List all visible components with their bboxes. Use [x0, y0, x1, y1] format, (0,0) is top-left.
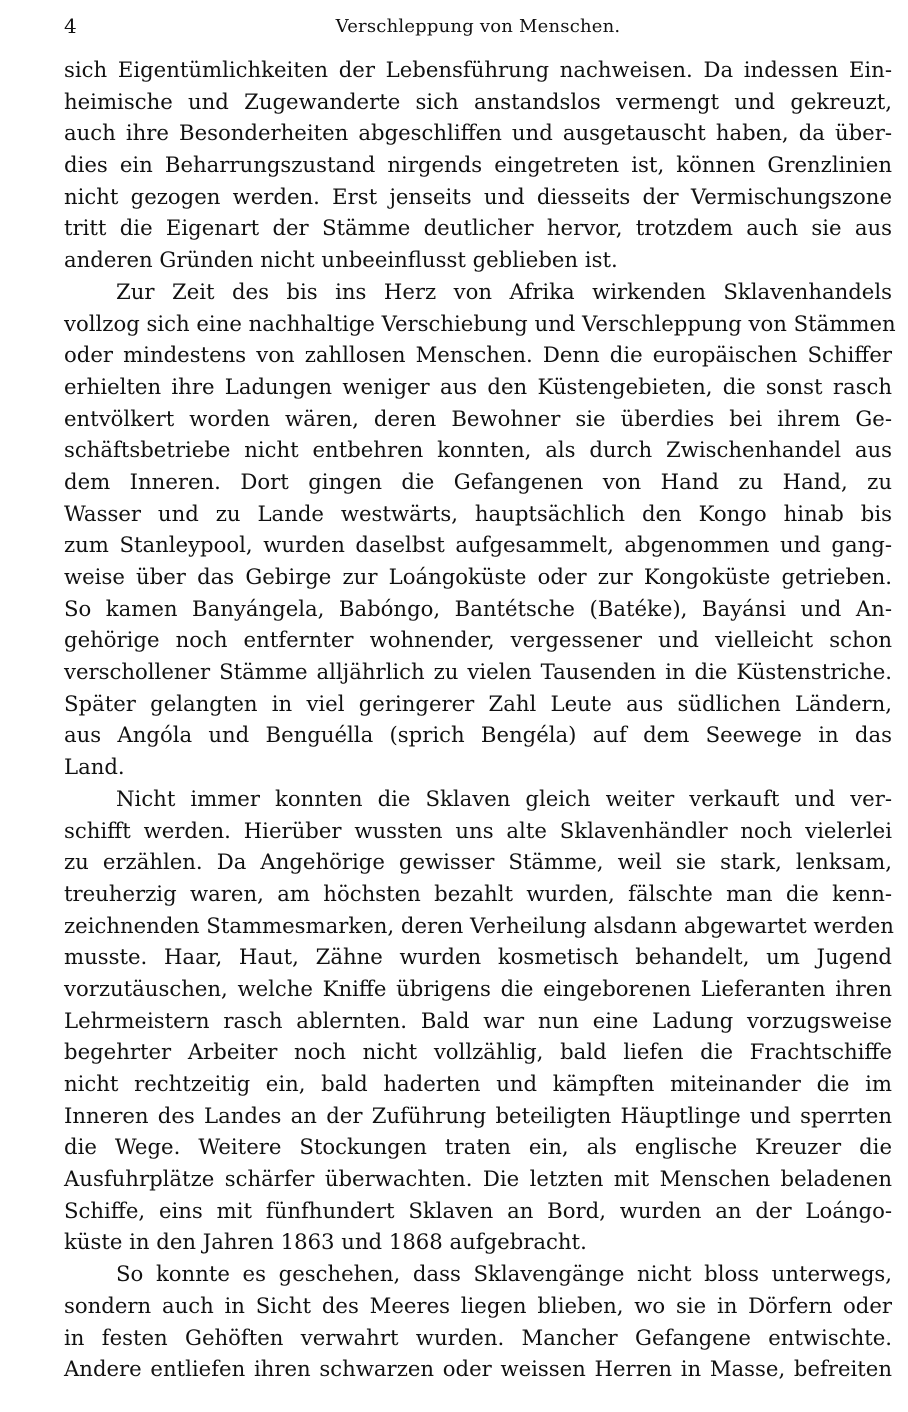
paragraph: [64, 276, 896, 783]
text-line: nicht rechtzeitig ein, bald haderten und kämpften miteinander die im: [64, 1071, 892, 1096]
text-line: schäftsbetriebe nicht entbehren konnten, als durch Zwischenhandel aus: [64, 437, 892, 463]
text-line: anderen Gründen nicht unbeeinflusst geblieben ist.: [64, 247, 618, 273]
text-line: Später gelangten in viel geringerer Zahl Leute aus südlichen Ländern,: [64, 690, 892, 716]
text-line: Wasser und zu Lande westwärts, hauptsächlich den Kongo hinab bis: [64, 500, 892, 526]
text-line: erhielten ihre Ladungen weniger aus den Küstengebieten, die sonst rasch: [64, 373, 892, 399]
text-line: zu erzählen. Da Angehörige gewisser Stämme, weil sie stark, lenksam,: [64, 849, 892, 875]
text-line: begehrter Arbeiter noch nicht vollzählig, bald liefen die Frachtschiffe: [64, 1039, 892, 1065]
text-line: Nicht immer konnten die Sklaven gleich weiter verkauft und ver-: [116, 785, 892, 811]
text-line: die Wege. Weitere Stockungen traten ein, als englische Kreuzer die: [64, 1134, 892, 1160]
text-line: Land.: [64, 754, 125, 780]
text-line: heimische und Zugewanderte sich anstandslos vermengt und gekreuzt,: [64, 88, 892, 114]
text-line: zum Stanleypool, wurden daselbst aufgesammelt, abgenommen und gang-: [64, 532, 892, 558]
text-line: küste in den Jahren 1863 und 1868 aufgebracht.: [64, 1229, 587, 1255]
text-line: schifft werden. Hierüber wussten uns alte Sklavenhändler noch vielerlei: [64, 817, 892, 843]
text-line: So konnte es geschehen, dass Sklavengänge nicht bloss unterwegs,: [116, 1261, 892, 1287]
text-line: musste. Haar, Haut, Zähne wurden kosmetisch behandelt, um Jugend: [64, 944, 892, 970]
paragraph: [64, 1258, 892, 1385]
text-line: nicht gezogen werden. Erst jenseits und diesseits der Vermischungszone: [64, 183, 892, 209]
text-line: Schiffe, eins mit fünfhundert Sklaven an Bord, wurden an der Loángo-: [64, 1197, 892, 1223]
text-line: in festen Gehöften verwahrt wurden. Mancher Gefangene entwischte.: [64, 1324, 892, 1350]
text-line: tritt die Eigenart der Stämme deutlicher hervor, trotzdem auch sie aus: [64, 215, 892, 241]
text-line: weise über das Gebirge zur Loángoküste oder zur Kongoküste getrieben.: [64, 564, 892, 589]
text-line: dem Inneren. Dort gingen die Gefangenen von Hand zu Hand, zu: [64, 468, 892, 494]
text-line: gehörige noch entfernter wohnender, vergessener und vielleicht schon: [64, 627, 892, 653]
text-line: sich Eigentümlichkeiten der Lebensführung nachweisen. Da indessen Ein-: [64, 57, 892, 82]
page-number: 4: [64, 14, 77, 38]
text-line: Lehrmeistern rasch ablernten. Bald war nun eine Ladung vorzugsweise: [64, 1007, 892, 1033]
text-line: So kamen Banyángela, Babóngo, Bantétsche (Batéke), Bayánsi und An-: [64, 595, 892, 621]
text-line: verschollener Stämme alljährlich zu vielen Tausenden in die Küstenstriche.: [64, 659, 892, 685]
text-line: aus Angóla und Benguélla (sprich Bengéla) auf dem Seewege in das: [64, 722, 892, 748]
text-line: vollzog sich eine nachhaltige Verschiebung und Verschleppung von Stämmen: [64, 310, 896, 336]
text-line: oder mindestens von zahllosen Menschen. Denn die europäischen Schiffer: [64, 342, 892, 368]
text-line: treuherzig waren, am höchsten bezahlt wurden, fälschte man die kenn-: [64, 880, 892, 906]
page-header: [64, 14, 892, 54]
text-line: vorzutäuschen, welche Kniffe übrigens die eingeborenen Lieferanten ihren: [64, 975, 892, 1001]
text-line: Zur Zeit des bis ins Herz von Afrika wirkenden Sklavenhandels: [116, 278, 892, 304]
text-line: zeichnenden Stammesmarken, deren Verheilung alsdann abgewartet werden: [64, 912, 894, 938]
body-text: [64, 54, 896, 1385]
text-line: dies ein Beharrungszustand nirgends eingetreten ist, können Grenzlinien: [64, 152, 892, 178]
paragraph: [64, 783, 892, 1258]
text-line: Inneren des Landes an der Zuführung beteiligten Häuptlinge und sperrten: [64, 1102, 892, 1128]
paragraph: [64, 54, 892, 276]
text-line: Ausfuhrplätze schärfer überwachten. Die letzten mit Menschen beladenen: [64, 1166, 892, 1192]
running-title: Verschleppung von Menschen.: [335, 16, 621, 37]
text-line: Andere entliefen ihren schwarzen oder weissen Herren in Masse, befreiten: [64, 1356, 892, 1382]
text-line: auch ihre Besonderheiten abgeschliffen und ausgetauscht haben, da über-: [64, 120, 892, 146]
text-line: entvölkert worden wären, deren Bewohner sie überdies bei ihrem Ge-: [64, 405, 892, 431]
text-line: sondern auch in Sicht des Meeres liegen blieben, wo sie in Dörfern oder: [64, 1292, 892, 1318]
